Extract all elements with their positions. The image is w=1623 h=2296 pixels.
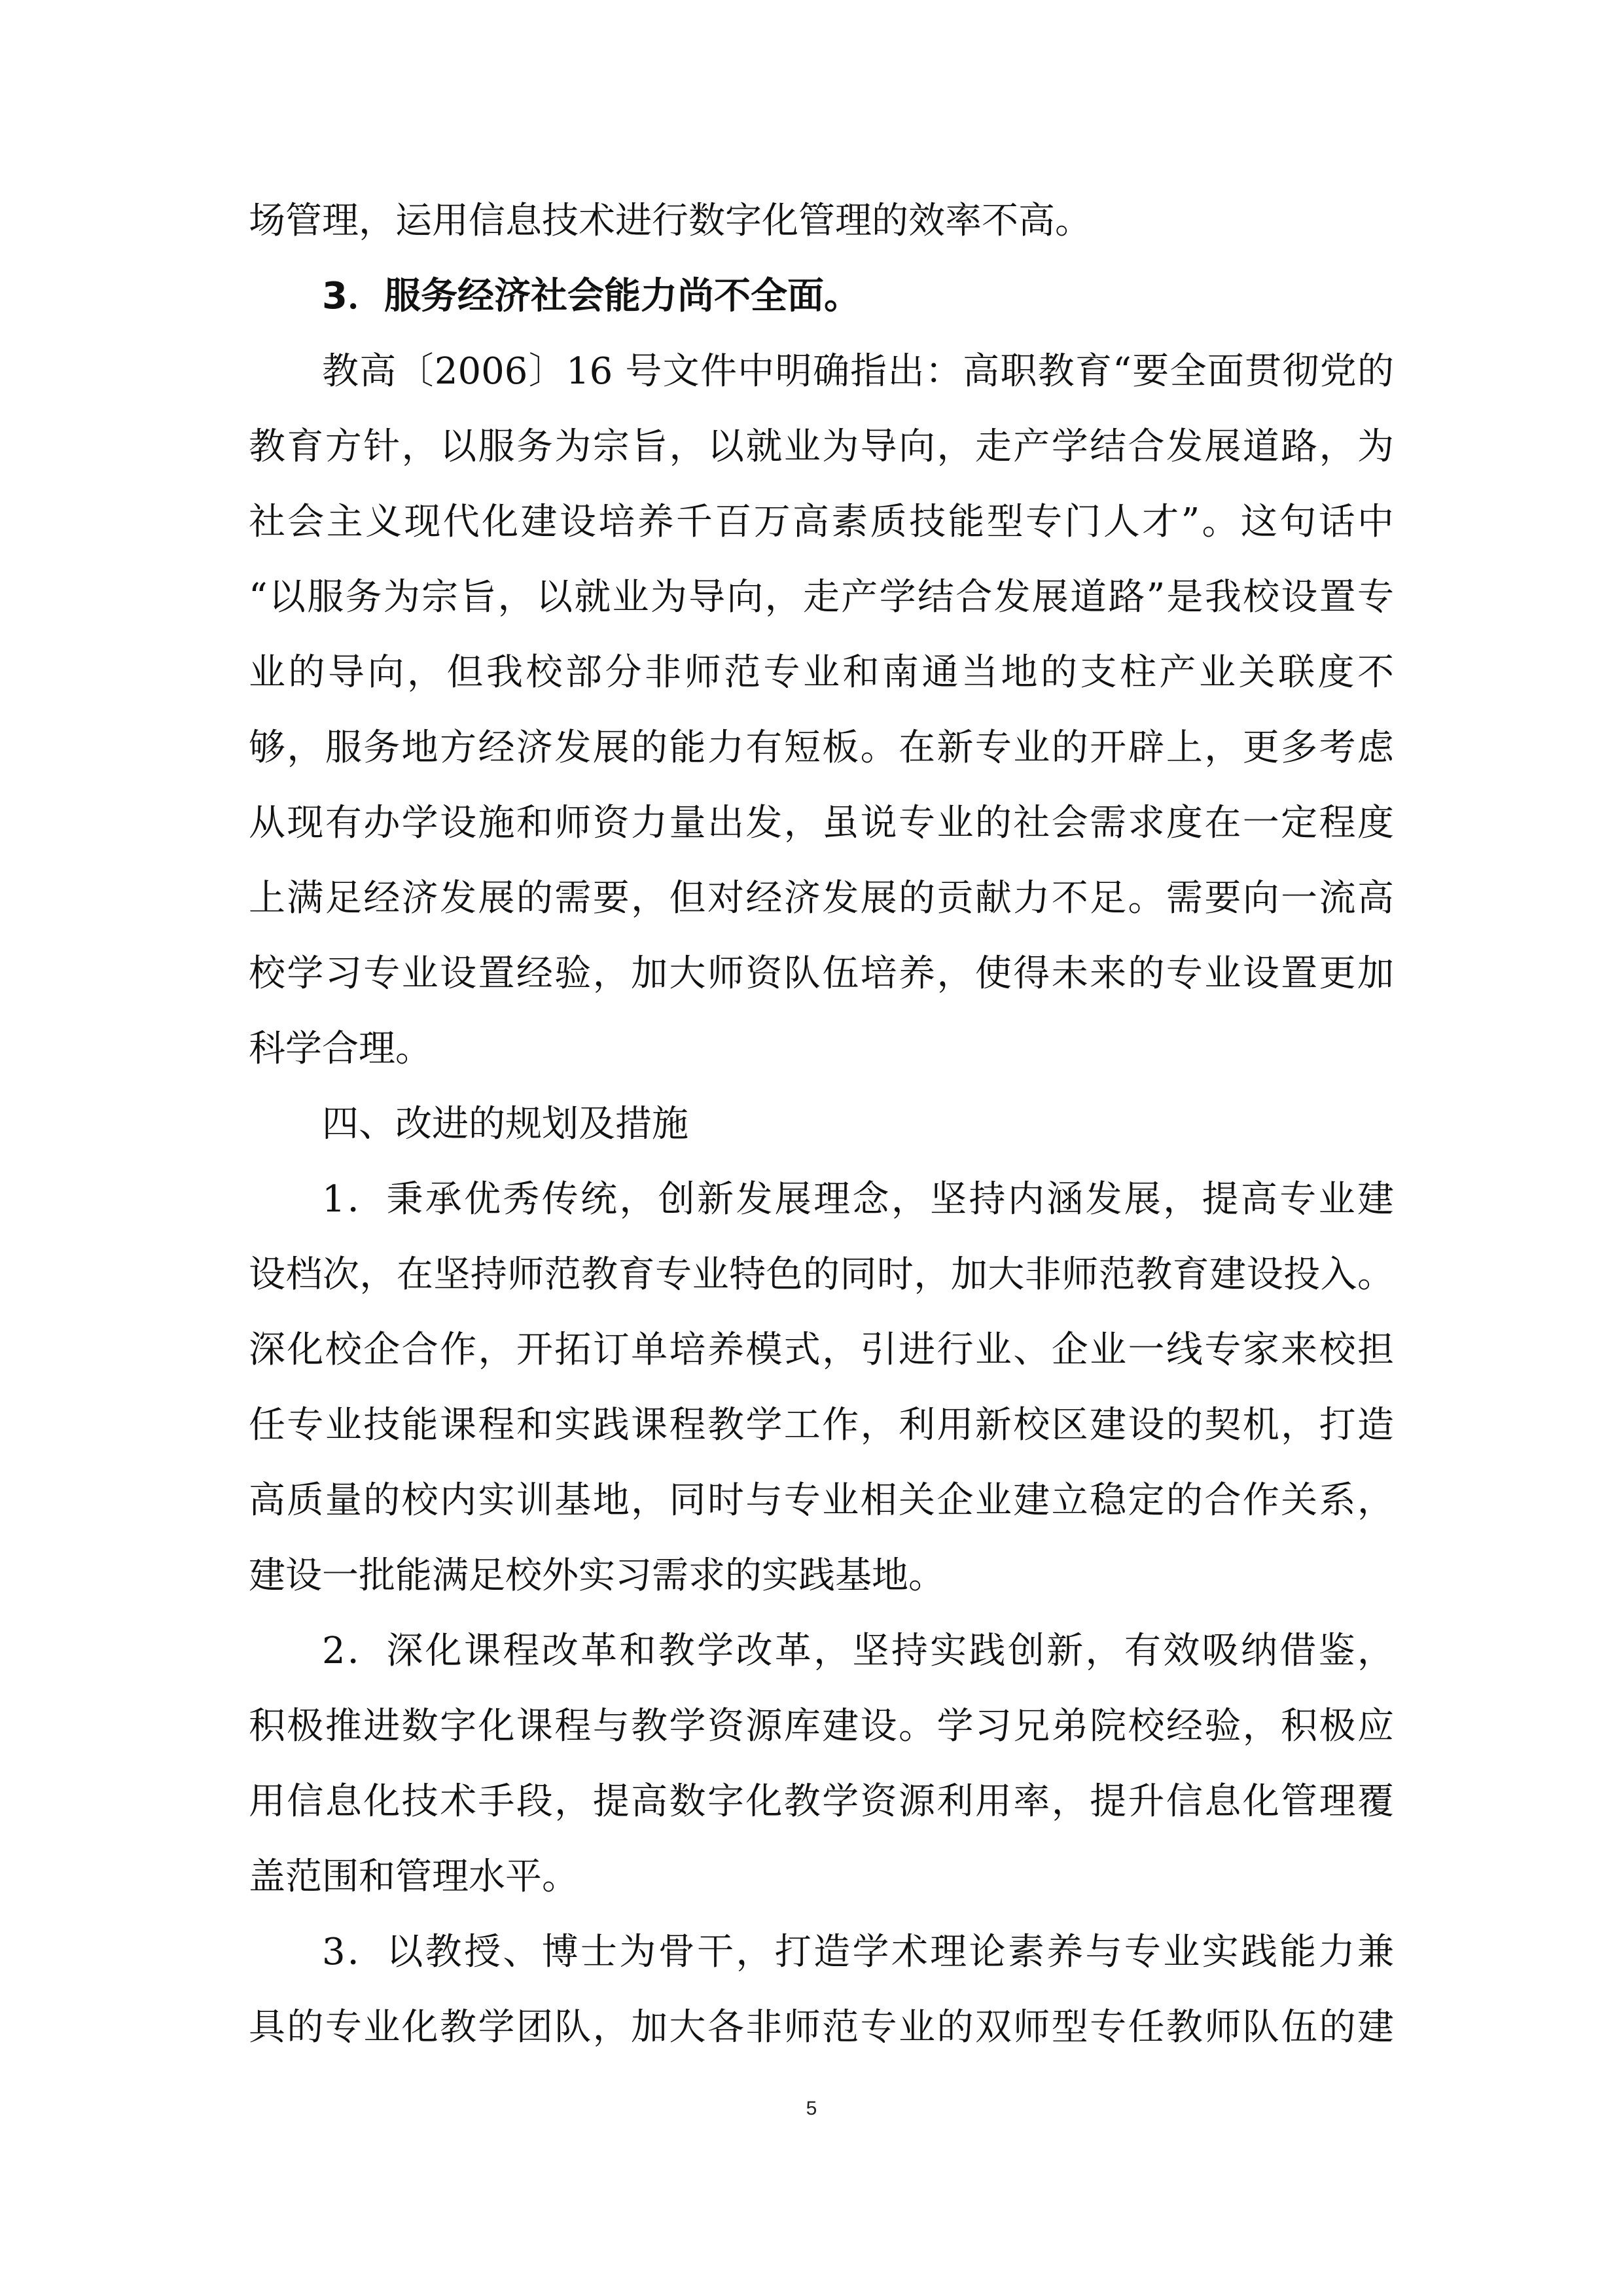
page-number: 5 (806, 2098, 817, 2119)
text-line: 2．深化课程改革和教学改革，坚持实践创新，有效吸纳借鉴， (322, 1630, 1394, 1672)
page-body (249, 183, 1394, 2065)
text-line: 科学合理。 (249, 1028, 432, 1070)
text-line: 任专业技能课程和实践课程教学工作，利用新校区建设的契机，打造 (249, 1404, 1394, 1446)
text-line: 建设一批能满足校外实习需求的实践基地。 (249, 1554, 945, 1597)
text-line: 具的专业化教学团队，加大各非师范专业的双师型专任教师队伍的建 (249, 2006, 1394, 2049)
text-line: 盖范围和管理水平。 (249, 1856, 579, 1898)
text-line: 校学习专业设置经验，加大师资队伍培养，使得未来的专业设置更加 (249, 952, 1394, 995)
text-line: 场管理，运用信息技术进行数字化管理的效率不高。 (249, 200, 1092, 242)
text-line: 积极推进数字化课程与教学资源库建设。学习兄弟院校经验，积极应 (249, 1705, 1394, 1748)
section-subheading: 3．服务经济社会能力尚不全面。 (322, 275, 861, 317)
text-line: “以服务为宗旨，以就业为导向，走产学结合发展道路”是我校设置专 (249, 576, 1394, 619)
text-line: 上满足经济发展的需要，但对经济发展的贡献力不足。需要向一流高 (249, 877, 1394, 920)
text-line: 用信息化技术手段，提高数字化教学资源利用率，提升信息化管理覆 (249, 1780, 1394, 1823)
text-line: 社会主义现代化建设培养千百万高素质技能型专门人才”。这句话中 (249, 501, 1394, 543)
section-heading: 四、改进的规划及措施 (322, 1103, 688, 1145)
text-line: 3．以教授、博士为骨干，打造学术理论素养与专业实践能力兼 (322, 1931, 1394, 1973)
text-line: 从现有办学设施和师资力量出发，虽说专业的社会需求度在一定程度 (249, 802, 1394, 844)
text-line: 教高〔2006〕16 号文件中明确指出：高职教育“要全面贯彻党的 (322, 350, 1394, 393)
text-line: 深化校企合作，开拓订单培养模式，引进行业、企业一线专家来校担 (249, 1329, 1394, 1371)
text-line: 设档次，在坚持师范教育专业特色的同时，加大非师范教育建设投入。 (249, 1253, 1394, 1296)
text-line: 够，服务地方经济发展的能力有短板。在新专业的开辟上，更多考虑 (249, 726, 1394, 769)
text-line: 1．秉承优秀传统，创新发展理念，坚持内涵发展，提高专业建 (322, 1178, 1394, 1221)
text-line: 业的导向，但我校部分非师范专业和南通当地的支柱产业关联度不 (249, 651, 1394, 694)
text-line: 高质量的校内实训基地，同时与专业相关企业建立稳定的合作关系， (249, 1479, 1394, 1522)
text-line: 教育方针，以服务为宗旨，以就业为导向，走产学结合发展道路，为 (249, 425, 1394, 468)
